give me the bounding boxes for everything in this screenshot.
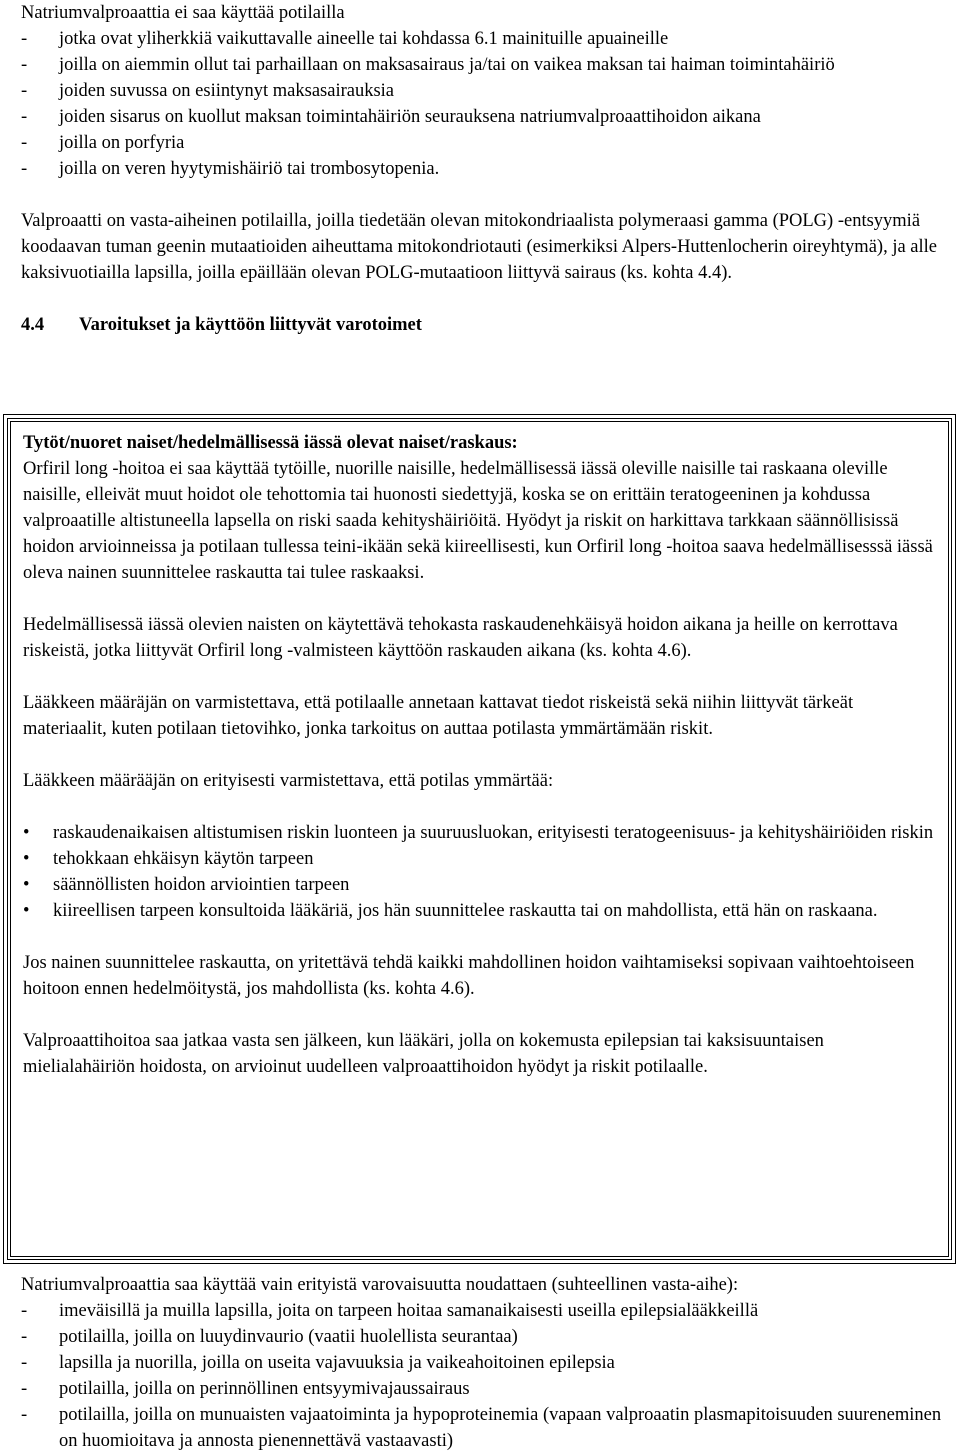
box-paragraph: Lääkkeen määrääjän on erityisesti varmistettava, että potilas ymmärtää: <box>23 771 554 791</box>
section-heading <box>21 312 943 338</box>
list-item: - joiden suvussa on esiintynyt maksasairauksia <box>21 78 943 104</box>
contraindication-list <box>21 26 943 182</box>
list-item: • kiireellisen tarpeen konsultoida lääkäriä, jos hän suunnittelee raskautta tai on mahdollista, että hän on raskaana. <box>23 898 935 924</box>
list-item: - imeväisillä ja muilla lapsilla, joita on tarpeen hoitaa samanaikaisesti useilla epilepsialääkkeillä <box>21 1298 943 1324</box>
document-page <box>21 0 943 338</box>
list-item: - jotka ovat yliherkkiä vaikuttavalle aineelle tai kohdassa 6.1 mainituille apuaineille <box>21 26 943 52</box>
list-item: - lapsilla ja nuorilla, joilla on useita vajavuuksia ja vaikeahoitoinen epilepsia <box>21 1350 943 1376</box>
box-heading: Tytöt/nuoret naiset/hedelmällisessä iässä olevat naiset/raskaus: <box>23 433 518 453</box>
list-item: • tehokkaan ehkäisyn käytön tarpeen <box>23 846 935 872</box>
bullet-marker: • <box>23 901 30 921</box>
intro-line: Natriumvalproaattia ei saa käyttää potilailla <box>21 3 345 23</box>
warning-box <box>7 418 952 1260</box>
list-item: - potilailla, joilla on luuydinvaurio (vaatii huolellista seurantaa) <box>21 1324 943 1350</box>
dash-marker: - <box>21 1353 28 1373</box>
polg-paragraph: Valproaatti on vasta-aiheinen potilailla, joilla tiedetään olevan mitokondriaalista polymeraasi gamma (POLG) -entsyymiä koodaavan tuman geenin mutaatioiden aiheuttama mitokondriotauti (esimerkiksi Alpers-Huttenlocherin oireyhtymä), ja alle kaksivuotiailla lapsilla, joilla epäillään olevan POLG-mutaatioon liittyvä sairaus (ks. kohta 4.4). <box>21 211 937 283</box>
section-number: 4.4 <box>21 315 45 335</box>
dash-marker: - <box>21 1405 28 1425</box>
list-item: - potilailla, joilla on munuaisten vajaatoiminta ja hypoproteinemia (vapaan valproaatin plasmapitoisuuden suureneminen on huomioitava ja annosta pienennettävä vastaavasti) <box>21 1402 943 1454</box>
dash-marker: - <box>21 1327 28 1347</box>
bullet-marker: • <box>23 849 30 869</box>
list-item: - joiden sisarus on kuollut maksan toimintahäiriön seurauksena natriumvalproaattihoidon aikana <box>21 104 943 130</box>
dash-marker: - <box>21 1301 28 1321</box>
box-paragraph: Valproaattihoitoa saa jatkaa vasta sen jälkeen, kun lääkäri, jolla on kokemusta epilepsian tai kaksisuuntaisen mielialahäiriön hoidosta, on arvioinut uudelleen valproaattihoidon hyödyt ja riskit potilaalle. <box>23 1031 824 1077</box>
dash-marker: - <box>21 107 28 127</box>
list-item: - joilla on veren hyytymishäiriö tai trombosytopenia. <box>21 156 943 182</box>
list-item: • säännöllisten hoidon arviointien tarpeen <box>23 872 935 898</box>
caution-section <box>21 1272 943 1454</box>
caution-list <box>21 1298 943 1454</box>
dash-marker: - <box>21 1379 28 1399</box>
dash-marker: - <box>21 159 28 179</box>
dash-marker: - <box>21 29 28 49</box>
box-paragraph: Hedelmällisessä iässä olevien naisten on käytettävä tehokasta raskaudenehkäisyä hoidon aikana ja heille on kerrottava riskeistä, jotka liittyvät Orfiril long -valmisteen käyttöön raskauden aikana (ks. kohta 4.6). <box>23 615 898 661</box>
bullet-marker: • <box>23 823 30 843</box>
box-paragraph: Orfiril long -hoitoa ei saa käyttää tytöille, nuorille naisille, hedelmällisessä iässä oleville naisille tai raskaana oleville naisille, elleivät muut hoidot ole tehottomia tai huonosti siedettyjä, koska se on erittäin teratogeeninen ja kohdussa valproaatille altistuneella lapsella on riski saada kehityshäiriöitä. Hyödyt ja riskit on harkittava tarkkaan säännöllisissä hoidon arvioinneissa ja potilaan tullessa teini-ikään sekä kiireellisesti, kun Orfiril long -hoitoa saava hedelmällisesssä iässä oleva nainen suunnittelee raskautta tai tulee raskaaksi. <box>23 459 933 583</box>
dash-marker: - <box>21 81 28 101</box>
list-item: - potilailla, joilla on perinnöllinen entsyymivajaussairaus <box>21 1376 943 1402</box>
bullet-marker: • <box>23 875 30 895</box>
list-item: • raskaudenaikaisen altistumisen riskin luonteen ja suuruusluokan, erityisesti teratogeenisuus- ja kehityshäiriöiden riskin <box>23 820 935 846</box>
box-paragraph: Jos nainen suunnittelee raskautta, on yritettävä tehdä kaikki mahdollinen hoidon vaihtamiseksi sopivaan vaihtoehtoiseen hoitoon ennen hedelmöitystä, jos mahdollista (ks. kohta 4.6). <box>23 953 915 999</box>
section-title: Varoitukset ja käyttöön liittyvät varotoimet <box>79 315 422 335</box>
dash-marker: - <box>21 133 28 153</box>
dash-marker: - <box>21 55 28 75</box>
list-item: - joilla on porfyria <box>21 130 943 156</box>
caution-intro: Natriumvalproaattia saa käyttää vain erityistä varovaisuutta noudattaen (suhteellinen vasta-aihe): <box>21 1275 739 1295</box>
understanding-list <box>23 820 935 924</box>
list-item: - joilla on aiemmin ollut tai parhaillaan on maksasairaus ja/tai on vaikea maksan tai haiman toimintahäiriö <box>21 52 943 78</box>
box-paragraph: Lääkkeen määräjän on varmistettava, että potilaalle annetaan kattavat tiedot riskeistä sekä niihin liittyvät tärkeät materiaalit, kuten potilaan tietovihko, jonka tarkoitus on auttaa potilasta ymmärtämään riskit. <box>23 693 854 739</box>
